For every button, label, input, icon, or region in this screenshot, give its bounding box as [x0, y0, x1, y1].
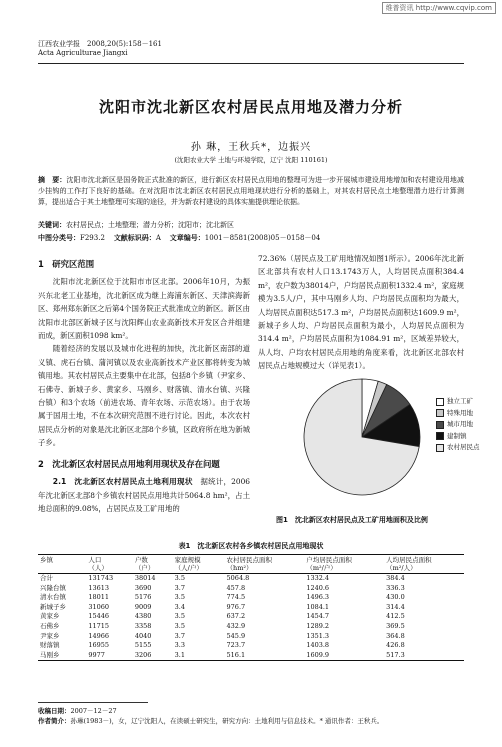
table-cell: 3.3 [174, 641, 185, 650]
section1-paragraph-1: 沈阳市沈北新区位于沈阳市市区北部。2006年10月，为振兴东北老工业基地，沈北新区成为继上海浦东新区、天津滨海新区、郑州郑东新区之后第4个国务院正式批准成立的新区。新区由沈阳市北部区新城子区与沈阳辉山农业高新技术开发区合并组建而成，新区面积1098 km²。 [38, 277, 250, 341]
section1-paragraph-2: 随着经济的发展以及城市化进程的加快，沈北新区南部的道义镇、虎石台镇、蒲河镇以及农业高新技术产业区都将转变为城镇用地。其农村居民点主要集中在北部，包括8个乡镇（尹家乡、石佛寺、新城子乡、黄家乡、马刚乡、财落镇、清水台镇、兴隆台镇）和3个农场（前进农场、青年农场、示范农场）。由于农场属于国用土地，不在本次研究范围不进行讨论。因此，本次农村居民点分析的对象是沈北新区北部8个乡镇，区政府所在地为新城子乡。 [38, 344, 250, 448]
article-no-value: 1001－8581(2008)05－0158－04 [204, 234, 321, 242]
table-cell: 11715 [88, 621, 110, 630]
legend-item [436, 396, 480, 408]
col-header-population: 人口 （人） [88, 556, 108, 572]
table-cell: 516.1 [226, 650, 246, 659]
pie-chart [262, 367, 462, 507]
keywords [38, 220, 464, 230]
table-cell: 412.5 [386, 612, 405, 621]
data-table [38, 554, 464, 661]
legend-label: 建制镇 [447, 431, 467, 440]
legend-swatch [436, 398, 444, 406]
table-cell: 1609.9 [306, 650, 330, 659]
table-row [38, 622, 464, 632]
table-cell: 545.9 [226, 631, 246, 640]
section2-1-heading: 2.1 沈北新区农村居民点土地利用现状 [52, 477, 193, 487]
keywords-label: 关键词： [38, 220, 66, 229]
table-cell: 5176 [134, 593, 152, 602]
watermark: 维普资讯 http://www.cqvip.com [382, 2, 496, 14]
clc-value: F293.2 [80, 234, 105, 242]
table-cell-town: 尹家乡 [40, 631, 60, 640]
table-cell: 426.8 [386, 641, 405, 650]
legend-swatch [436, 421, 444, 429]
table-cell: 3.4 [174, 602, 185, 611]
table-cell-town: 石佛乡 [40, 621, 60, 630]
doc-code-label: 文献标识码： [113, 233, 156, 242]
table-cell: 3.5 [174, 574, 185, 582]
table-cell: 31060 [88, 602, 110, 611]
col-header-family-size: 家庭规模 （人/户） [174, 556, 203, 572]
table-cell: 336.3 [386, 583, 405, 592]
table-cell: 3206 [134, 650, 152, 659]
journal-citation: 江西农业学报 2008,20(5):158－161 [38, 40, 162, 48]
table-cell: 3.5 [174, 612, 185, 621]
table-cell: 1454.7 [306, 612, 330, 621]
legend-swatch [436, 432, 444, 440]
col-header-area-per-household: 户均居民点面积 （m²/户） [306, 556, 352, 572]
table-cell: 14966 [88, 631, 110, 640]
table-cell: 9977 [88, 650, 105, 659]
col-header-settlement-area: 农村居民点面积 （hm²） [226, 556, 273, 572]
legend-item [436, 419, 480, 431]
legend-item [436, 431, 480, 443]
legend-label: 特殊用地 [447, 408, 473, 417]
clc-label: 中图分类号： [38, 233, 80, 242]
footnote-rule [38, 702, 148, 703]
legend-label: 城市用地 [447, 420, 473, 428]
table-row [38, 574, 464, 584]
table-body [38, 574, 464, 661]
table-cell: 1332.4 [306, 574, 330, 582]
table-row [38, 632, 464, 642]
legend-swatch [436, 444, 444, 452]
affiliation: (沈阳农业大学 土地与环境学院，辽宁 沈阳 110161) [174, 156, 328, 164]
table-cell: 9009 [134, 602, 152, 611]
right-column [258, 252, 464, 373]
table-cell: 1403.8 [306, 641, 330, 650]
table-row [38, 584, 464, 594]
table-cell: 723.7 [226, 641, 246, 650]
table-cell: 517.3 [386, 650, 405, 659]
pie-slices [304, 379, 420, 495]
table-row [38, 641, 464, 651]
legend-item [436, 442, 480, 454]
table-cell-town: 清水台镇 [40, 593, 66, 602]
table-cell: 430.0 [386, 593, 405, 602]
left-column [38, 250, 250, 515]
col-header-town: 乡镇 [40, 556, 53, 564]
article-no-label: 文章编号： [169, 233, 205, 242]
received-date: 收稿日期：2007－12－27 [38, 707, 117, 715]
table-cell: 3.1 [174, 650, 185, 659]
table-cell: 3.7 [174, 583, 185, 592]
table-cell: 15446 [88, 612, 110, 621]
chart-legend [436, 396, 480, 454]
header-rule [38, 63, 464, 64]
figure-caption: 图1 沈北新区农村居民点及工矿用地面积及比例 [276, 516, 428, 524]
table-cell: 3.5 [174, 593, 185, 602]
table-cell-town: 新城子乡 [40, 602, 66, 611]
table-cell: 637.2 [226, 612, 246, 621]
table-row [38, 603, 464, 613]
table-cell: 131743 [88, 574, 114, 582]
table-cell: 3358 [134, 621, 152, 630]
section2-paragraph-1: 据统计，2006年沈北新区北部8个乡镇农村居民点用地共计5064.8 hm²，占土地总面积的9.08%，占居民点及工矿用地的 [38, 477, 250, 513]
table-cell: 13613 [88, 583, 110, 592]
table-cell: 3.7 [174, 631, 185, 640]
table-cell-town: 黄家乡 [40, 612, 60, 621]
table-cell: 364.8 [386, 631, 405, 640]
table-cell: 4040 [134, 631, 152, 640]
section1-heading: 1 研究区范围 [38, 259, 95, 269]
table-cell: 1289.2 [306, 621, 330, 630]
table-cell-town: 兴隆台镇 [40, 583, 66, 592]
col-header-households: 户数 （户） [134, 556, 155, 572]
table-cell: 16955 [88, 641, 110, 650]
keywords-text: 农村居民点；土地整理；潜力分析；沈阳市；沈北新区 [66, 221, 234, 229]
table-cell: 5064.8 [226, 574, 250, 582]
table-cell: 369.5 [386, 621, 405, 630]
table-cell: 774.5 [226, 593, 246, 602]
table-cell: 384.4 [386, 574, 405, 582]
section2-paragraph-2: 72.36%（居民点及工矿用地情况如图1所示）。2006年沈北新区北部共有农村人口13.1743万人，人均居民点面积384.4 m²，农户数为38014户，户均居民点面积1332.4 m²，家庭规模为3.5人/户，其中马刚乡人均、户均居民点面积均为最大，人均居民点面积达517.3 m²，户均居民点面积达1609.9 m²，新城子乡人均、户均居民点面积为最小，人均居民点面积为314.4 m²，户均居民点面积为1084.91 m²，区域差异较大，从人均、户均农村居民点用地的角度来看，沈北新区北部农村居民点占地规模过大（详见表1）。 [258, 254, 464, 371]
table-cell: 432.9 [226, 621, 246, 630]
abstract [38, 174, 464, 208]
table-row [38, 651, 464, 661]
table-cell: 1240.6 [306, 583, 330, 592]
journal-header [38, 40, 162, 58]
legend-item [436, 408, 480, 420]
table-cell: 3.5 [174, 621, 185, 630]
table-cell-town: 合计 [40, 574, 53, 582]
table-cell: 5155 [134, 641, 152, 650]
table-cell: 976.7 [226, 602, 246, 611]
table-cell: 18011 [88, 593, 110, 602]
table-cell: 1084.1 [306, 602, 330, 611]
footnote [38, 706, 383, 726]
abstract-text: 沈阳市沈北新区是国务院正式批准的新区，进行新区农村居民点用地的整理可为进一步开展城市建设用地增加和农村建设用地减少挂钩的工作打下良好的基础。在对沈阳市沈北新区农村居民点用地现状进行分析的基础上，对其农村居民点土地整理潜力进行计算测算，提出适合于其土地整理可实现的途径，并为新农村建设的具体实施提供理论依据。 [38, 176, 465, 206]
legend-swatch [436, 409, 444, 417]
table-cell: 4380 [134, 612, 152, 621]
section2-heading: 2 沈北新区农村居民点用地利用现状及存在问题 [38, 458, 220, 469]
legend-label: 独立工矿 [447, 397, 473, 405]
article-title: 沈阳市沈北新区农村居民点用地及潜力分析 [98, 98, 403, 116]
table-cell: 1351.3 [306, 631, 330, 640]
table-row [38, 612, 464, 622]
table-header-row [38, 555, 464, 574]
journal-name-en: Acta Agriculturae Jiangxi [38, 49, 128, 57]
authors: 孙 琳，王秋兵*，边振兴 [190, 142, 312, 153]
table-cell-town: 财落镇 [40, 641, 60, 650]
table-cell: 1496.3 [306, 593, 330, 602]
classification [38, 233, 464, 243]
abstract-label: 摘 要： [38, 175, 67, 184]
col-header-area-per-capita: 人均居民点面积 （m²/人） [386, 556, 432, 572]
table-caption: 表1 沈北新区农村各乡镇农村居民点用地现状 [178, 542, 324, 550]
table-cell-town: 马刚乡 [40, 650, 60, 659]
table-cell: 38014 [134, 574, 156, 582]
table-cell: 457.8 [226, 583, 246, 592]
table-cell: 3690 [134, 583, 152, 592]
table-cell: 314.4 [386, 602, 405, 611]
doc-code-value: A [155, 234, 161, 242]
author-bio: 作者简介：孙琳(1983－)，女，辽宁沈阳人，在读硕士研究生，研究方向：土地利用与信息技术。* 通讯作者：王秋兵。 [38, 717, 384, 725]
legend-label: 农村居民点 [447, 443, 480, 451]
table-row [38, 593, 464, 603]
